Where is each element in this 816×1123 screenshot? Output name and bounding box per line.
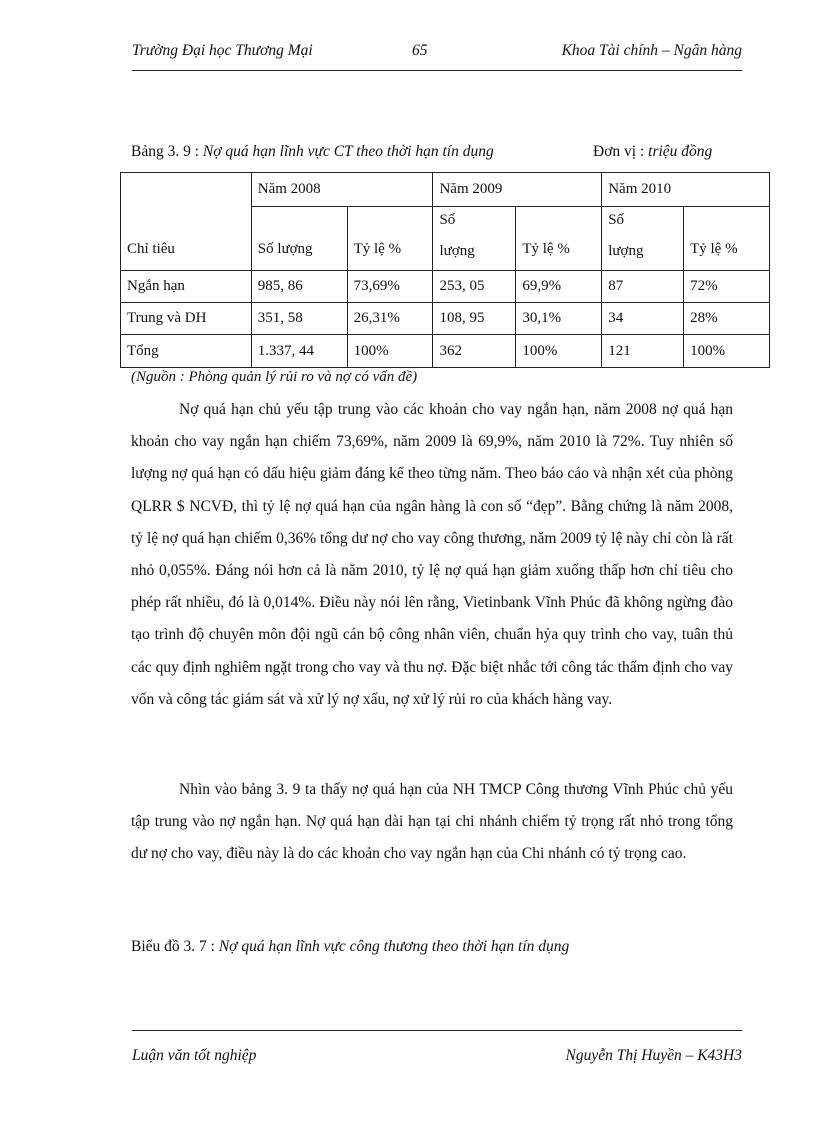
chart-caption-title: Nợ quá hạn lĩnh vực công thương theo thời hạn tín dụng [218,938,570,955]
table-cell: 351, 58 [251,303,347,335]
table-cell: 87 [602,271,684,303]
table-cell: 362 [433,335,516,368]
footer-author: Nguyễn Thị Huyền – K43H3 [565,1047,742,1064]
body-paragraph: Nhìn vào bảng 3. 9 ta thấy nợ quá hạn của NH TMCP Công thương Vĩnh Phúc chủ yếu tập trung vào nợ ngắn hạn. Nợ quá hạn dài hạn tại chi nhánh chiếm tỷ trọng rất nhỏ trong tổng dư nợ cho vay, điều này là do các khoản cho vay ngắn hạn của Chi nhánh có tỷ trọng cao. [131,781,733,863]
table-cell: 72% [684,271,770,303]
table-cell: 73,69% [347,271,433,303]
year-2008-cell: Năm 2008 [251,173,433,207]
table-unit [593,143,712,161]
year-2009-cell: Năm 2009 [433,173,602,207]
row-label: Tổng [121,335,252,368]
table-source: (Nguồn : Phòng quản lý rủi ro và nợ có vấn đề) [131,369,418,385]
table-cell: 100% [516,335,602,368]
table-cell: 985, 86 [251,271,347,303]
table-unit-value: triệu đồng [648,143,713,160]
page-header [132,40,742,70]
table-cell: 108, 95 [433,303,516,335]
qty-2010-header-bottom: lượng [608,242,644,259]
footer-rule [132,1030,742,1031]
table-cell: 28% [684,303,770,335]
qty-2009-header-top: Số [439,212,456,228]
qty-2008-header: Số lượng [251,207,347,271]
table-cell: 34 [602,303,684,335]
table-row [121,335,770,368]
qty-2009-header [433,207,516,271]
page-number: 65 [412,42,428,59]
body-paragraph: Nợ quá hạn chủ yếu tập trung vào các khoản cho vay ngắn hạn, năm 2008 nợ quá hạn khoản cho vay ngắn hạn chiếm 73,69%, năm 2009 là 69,9%, năm 2010 là 72%. Tuy nhiên số lượng nợ quá hạn có dấu hiệu giảm đáng kể theo từng năm. Theo báo cáo và nhận xét của phòng QLRR $ NCVĐ, thì tỷ lệ nợ quá hạn của ngân hàng là con số “đẹp”. Bằng chứng là năm 2008, tỷ lệ nợ quá hạn chiếm 0,36% tổng dư nợ cho vay công thương, năm 2009 tỷ lệ này chỉ còn là rất nhỏ 0,055%. Đáng nói hơn cả là năm 2010, tỷ lệ nợ quá hạn giảm xuống thấp hơn chỉ tiêu cho phép rất nhiều, đó là 0,014%. Điều này nói lên rằng, Vietinbank Vĩnh Phúc đã không ngừng đào tạo trình độ chuyên môn đội ngũ cán bộ công nhân viên, chuẩn hỷa quy trình cho vay, tuân thủ các quy định nghiêm ngặt trong cho vay và thu nợ. Đặc biệt nhắc tới công tác thẩm định cho vay vốn và công tác giám sát và xử lý nợ xấu, nợ xử lý rủi ro của khách hàng vay. [131,401,733,708]
table-cell: 30,1% [516,303,602,335]
table-unit-label: Đơn vị : [593,143,649,160]
table-year-row [121,173,770,207]
row-label: Ngắn hạn [121,271,252,303]
table-cell: 100% [347,335,433,368]
header-faculty: Khoa Tài chính – Ngân hàng [561,42,742,59]
qty-2009-header-bottom: lượng [439,242,475,259]
table-cell: 69,9% [516,271,602,303]
ratio-2008-header: Tỷ lệ % [347,207,433,271]
table-caption-label: Bảng 3. 9 : [131,143,203,160]
header-school: Trường Đại học Thương Mại [132,42,313,59]
overdue-debt-table [120,172,770,368]
ratio-2009-header: Tỷ lệ % [516,207,602,271]
table-caption-title: Nợ quá hạn lĩnh vực CT theo thời hạn tín dụng [202,143,494,160]
table-cell: 100% [684,335,770,368]
chart-caption [131,938,569,956]
table-row [121,271,770,303]
row-header-cell: Chỉ tiêu [121,173,252,271]
table-cell: 26,31% [347,303,433,335]
table-row [121,303,770,335]
chart-caption-label: Biểu đồ 3. 7 : [131,938,219,955]
row-label: Trung và DH [121,303,252,335]
qty-2010-header-top: Số [608,212,625,228]
header-rule [132,70,742,71]
table-cell: 253, 05 [433,271,516,303]
year-2010-cell: Năm 2010 [602,173,770,207]
ratio-2010-header: Tỷ lệ % [684,207,770,271]
table-caption [131,143,751,161]
page-footer [132,1047,742,1071]
footer-thesis: Luận văn tốt nghiệp [132,1047,257,1064]
table-cell: 121 [602,335,684,368]
qty-2010-header [602,207,684,271]
table-cell: 1.337, 44 [251,335,347,368]
